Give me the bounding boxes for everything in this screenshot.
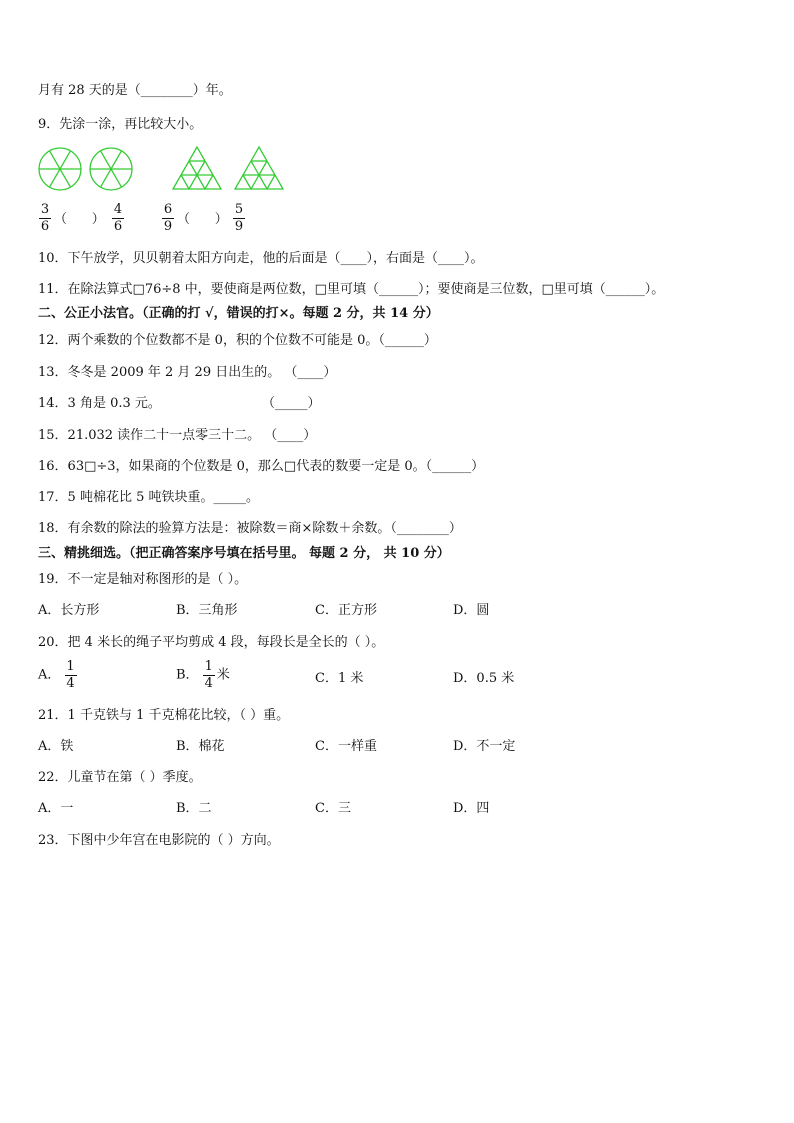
q22-option-b: B．二	[176, 801, 212, 816]
section-2-heading: 二、公正小法官。（正确的打 √，错误的打×。每题 2 分，共 14 分）	[38, 306, 439, 321]
denominator: 9	[234, 219, 244, 234]
question-18: 18．有余数的除法的验算方法是：被除数＝商×除数＋余数。（________）	[38, 521, 462, 536]
q22-option-a: A．一	[38, 801, 74, 816]
denominator: 9	[163, 219, 173, 234]
question-13: 13．冬冬是 2009 年 2 月 29 日出生的。 （____）	[38, 365, 337, 380]
q20-option-d: D．0.5 米	[453, 671, 515, 686]
triangle-nine-parts-2	[235, 147, 283, 189]
question-20: 20．把 4 米长的绳子平均剪成 4 段，每段长是全长的（ ）。	[38, 635, 385, 650]
q21-option-b: B．棉花	[176, 739, 225, 754]
numerator: 1	[66, 659, 75, 674]
q21-option-a: A．铁	[38, 739, 74, 754]
circle-six-parts-1	[39, 148, 81, 190]
denominator: 4	[204, 676, 213, 691]
fraction-1-4	[203, 660, 215, 691]
numerator: 6	[163, 202, 173, 217]
q19-option-b: B．三角形	[176, 603, 238, 618]
fraction-3-6	[39, 203, 51, 234]
q9-figures	[36, 145, 288, 193]
q20-option-c: C．1 米	[315, 671, 364, 686]
numerator: 3	[40, 202, 50, 217]
question-10: 10．下午放学，贝贝朝着太阳方向走，他的后面是（____），右面是（____）。	[38, 251, 484, 266]
option-prefix: B．	[176, 667, 199, 683]
question-11: 11．在除法算式□76÷8 中，要使商是两位数，□里可填（______）；要使商是三位数，□里可填（______）。	[38, 282, 665, 297]
q19-option-d: D．圆	[453, 603, 490, 618]
denominator: 6	[40, 219, 50, 234]
q21-option-d: D．不一定	[453, 739, 516, 754]
denominator: 6	[113, 219, 123, 234]
question-22: 22．儿童节在第（ ）季度。	[38, 770, 202, 785]
denominator: 4	[66, 676, 75, 691]
question-17: 17．5 吨棉花比 5 吨铁块重。_____。	[38, 490, 259, 505]
question-16: 16．63□÷3，如果商的个位数是 0，那么□代表的数要一定是 0。（______）	[38, 459, 485, 474]
question-12: 12．两个乘数的个位数都不是 0，积的个位数不可能是 0。（______）	[38, 333, 437, 348]
question-15: 15．21.032 读作二十一点零三十二。 （____）	[38, 428, 317, 443]
fraction-5-9	[233, 203, 245, 234]
q22-option-c: C．三	[315, 801, 351, 816]
q20-option-a	[38, 660, 79, 691]
q19-option-c: C．正方形	[315, 603, 377, 618]
question-21: 21．1 千克铁与 1 千克棉花比较，（ ）重。	[38, 708, 290, 723]
q20-option-b	[176, 660, 230, 691]
circle-six-parts-2	[90, 148, 132, 190]
section-3-heading: 三、精挑细选。（把正确答案序号填在括号里。 每题 2 分， 共 10 分）	[38, 546, 450, 561]
numerator: 1	[204, 659, 213, 674]
compare-blank-1: （ ）	[54, 212, 105, 227]
question-9: 9．先涂一涂，再比较大小。	[38, 117, 203, 132]
numerator: 5	[234, 202, 244, 217]
question-14-blank: （_____）	[262, 396, 321, 411]
q19-option-a: A．长方形	[38, 603, 100, 618]
fraction-6-9	[162, 203, 174, 234]
question-23: 23．下图中少年宫在电影院的（ ）方向。	[38, 833, 280, 848]
compare-blank-2: （ ）	[177, 212, 228, 227]
q22-option-d: D．四	[453, 801, 490, 816]
question-14: 14．3 角是 0.3 元。	[38, 396, 161, 411]
unit: 米	[216, 667, 230, 683]
fraction-1-4	[65, 660, 77, 691]
numerator: 4	[113, 202, 123, 217]
triangle-nine-parts-1	[173, 147, 221, 189]
option-prefix: A．	[38, 667, 61, 683]
fraction-4-6	[112, 203, 124, 234]
q21-option-c: C．一样重	[315, 739, 377, 754]
question-8-tail: 月有 28 天的是（________）年。	[38, 83, 232, 98]
question-19: 19．不一定是轴对称图形的是（ ）。	[38, 572, 248, 587]
